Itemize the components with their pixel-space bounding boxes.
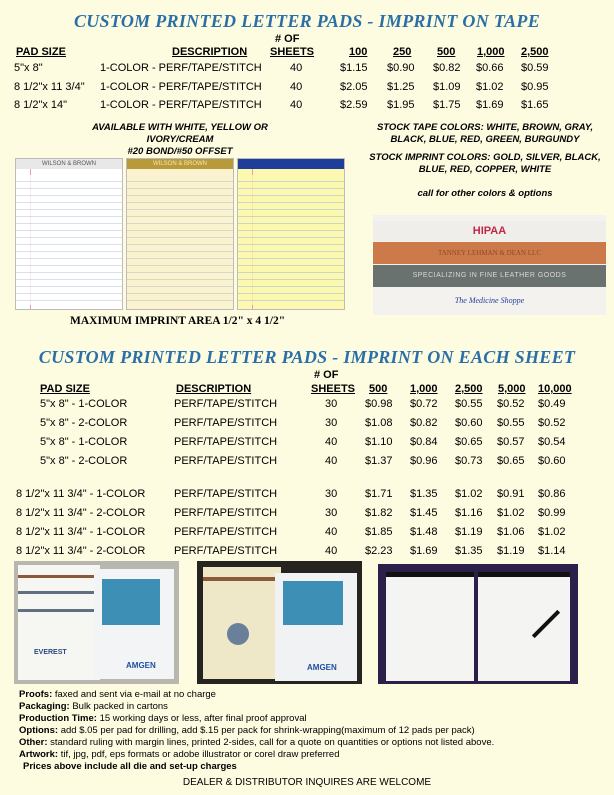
price-cell: $2.23 — [365, 545, 393, 557]
price-cell: $0.86 — [538, 488, 566, 500]
tape-colors-note: STOCK TAPE COLORS: WHITE, BROWN, GRAY, BLACK, BLUE, RED, GREEN, BURGUNDY — [376, 122, 594, 145]
pad-size-cell: 8 1/2"x 11 3/4" - 2-COLOR — [16, 507, 146, 519]
other-line: Other: standard ruling with margin lines, printed 2-sides, call for a quote on quantities or options not listed above. — [19, 737, 495, 748]
price-cell: $1.75 — [433, 99, 461, 111]
s2-header-q1: 500 — [369, 383, 388, 395]
sheets-cell: 40 — [325, 545, 338, 557]
bond-note: #20 BOND/#50 OFFSET — [127, 146, 233, 157]
price-cell: $1.19 — [455, 526, 483, 538]
ivory-pad-sample — [126, 158, 234, 310]
price-cell: $1.82 — [365, 507, 393, 519]
price-cell: $1.02 — [538, 526, 566, 538]
hipaa-logo: HIPAA — [373, 221, 606, 241]
sheets-cell: 30 — [325, 507, 338, 519]
imprint-colors-note: STOCK IMPRINT COLORS: GOLD, SILVER, BLACK, BLUE, RED, COPPER, WHITE — [369, 152, 601, 175]
tape-brown: TANNEY LEHMAN & DEAN LLC — [373, 242, 606, 264]
s1-header-q2: 250 — [393, 46, 412, 58]
price-cell: $0.73 — [455, 455, 483, 467]
price-cell: $0.49 — [538, 398, 566, 410]
s1-header-pad-size: PAD SIZE — [16, 46, 66, 58]
medicine-shoppe-logo: The Medicine Shoppe — [454, 296, 525, 305]
price-cell: $1.71 — [365, 488, 393, 500]
price-cell: $1.45 — [410, 507, 438, 519]
pad-size-cell: 5"x 8" - 1-COLOR — [40, 398, 128, 410]
price-cell: $1.02 — [476, 81, 504, 93]
pad-size-cell: 8 1/2"x 14" — [14, 99, 68, 111]
s2-header-q4: 5,000 — [498, 383, 526, 395]
pad-label: WILSON & BROWN — [16, 159, 122, 169]
amgen-label-2: AMGEN — [307, 663, 337, 672]
price-cell: $0.72 — [410, 398, 438, 410]
price-cell: $1.15 — [340, 62, 368, 74]
price-cell: $1.19 — [497, 545, 525, 557]
artwork-line: Artwork: tif, jpg, pdf, eps formats or adobe illustrator or corel draw preferred — [19, 749, 340, 760]
pad-size-cell: 5"x 8" - 2-COLOR — [40, 455, 128, 467]
price-cell: $0.52 — [538, 417, 566, 429]
description-cell: 1-COLOR - PERF/TAPE/STITCH — [100, 62, 262, 74]
price-cell: $2.59 — [340, 99, 368, 111]
sheets-cell: 40 — [290, 81, 303, 93]
production-line: Production Time: 15 working days or less, after final proof approval — [19, 713, 307, 724]
price-cell: $1.16 — [455, 507, 483, 519]
pad-size-cell: 5"x 8" - 2-COLOR — [40, 417, 128, 429]
sheets-cell: 40 — [325, 455, 338, 467]
price-cell: $0.55 — [455, 398, 483, 410]
yellow-pad-sample — [237, 158, 345, 310]
s2-header-description: DESCRIPTION — [176, 383, 252, 395]
packaging-line: Packaging: Bulk packed in cartons — [19, 701, 168, 712]
price-cell: $0.98 — [365, 398, 393, 410]
price-cell: $0.60 — [455, 417, 483, 429]
price-cell: $0.84 — [410, 436, 438, 448]
description-cell: PERF/TAPE/STITCH — [174, 545, 278, 557]
description-cell: 1-COLOR - PERF/TAPE/STITCH — [100, 99, 262, 111]
s2-header-q5: 10,000 — [538, 383, 572, 395]
sheets-cell: 40 — [325, 526, 338, 538]
pad-size-cell: 8 1/2"x 11 3/4" - 1-COLOR — [16, 488, 146, 500]
price-cell: $0.52 — [497, 398, 525, 410]
dealer-note: DEALER & DISTRIBUTOR INQUIRES ARE WELCOME — [182, 777, 432, 788]
price-cell: $1.25 — [387, 81, 415, 93]
description-cell: PERF/TAPE/STITCH — [174, 455, 278, 467]
pad-size-cell: 8 1/2"x 11 3/4" — [14, 81, 85, 93]
price-cell: $0.60 — [538, 455, 566, 467]
sheets-cell: 30 — [325, 488, 338, 500]
options-line: Options: add $.05 per pad for drilling, add $.15 per pack for shrink-wrapping(maximum of 12 pads per pack) — [19, 725, 475, 736]
call-note: call for other colors & options — [417, 188, 553, 199]
prices-note: Prices above include all die and set-up charges — [23, 761, 237, 772]
max-imprint-note: MAXIMUM IMPRINT AREA 1/2" x 4 1/2" — [70, 315, 286, 327]
s2-header-num-of: # OF — [314, 369, 339, 381]
price-cell: $0.95 — [521, 81, 549, 93]
price-cell: $1.02 — [455, 488, 483, 500]
s1-header-sheets: SHEETS — [270, 46, 315, 58]
pad-label: WILSON & BROWN — [127, 159, 233, 169]
price-cell: $1.14 — [538, 545, 566, 557]
s2-header-q2: 1,000 — [410, 383, 438, 395]
s1-header-q3: 500 — [437, 46, 456, 58]
price-cell: $0.54 — [538, 436, 566, 448]
price-cell: $2.05 — [340, 81, 368, 93]
everest-label: EVEREST — [34, 649, 67, 656]
sheets-cell: 40 — [290, 62, 303, 74]
description-cell: PERF/TAPE/STITCH — [174, 398, 278, 410]
s1-header-q1: 100 — [349, 46, 368, 58]
pad-label — [238, 159, 344, 169]
sheets-cell: 30 — [325, 398, 338, 410]
description-cell: PERF/TAPE/STITCH — [174, 417, 278, 429]
price-cell: $1.69 — [410, 545, 438, 557]
price-cell: $0.82 — [433, 62, 461, 74]
s1-header-q5: 2,500 — [521, 46, 549, 58]
price-cell: $1.85 — [365, 526, 393, 538]
sheets-cell: 40 — [325, 436, 338, 448]
proofs-line: Proofs: faxed and sent via e-mail at no charge — [19, 689, 216, 700]
description-cell: PERF/TAPE/STITCH — [174, 488, 278, 500]
price-cell: $1.35 — [410, 488, 438, 500]
s2-header-q3: 2,500 — [455, 383, 483, 395]
s1-header-q4: 1,000 — [477, 46, 505, 58]
tape-sample-photo — [373, 215, 606, 315]
price-cell: $0.82 — [410, 417, 438, 429]
description-cell: 1-COLOR - PERF/TAPE/STITCH — [100, 81, 262, 93]
price-cell: $0.59 — [521, 62, 549, 74]
price-cell: $1.10 — [365, 436, 393, 448]
description-cell: PERF/TAPE/STITCH — [174, 436, 278, 448]
amgen-label: AMGEN — [126, 661, 156, 670]
photo-ruled-pads-with-pen — [378, 564, 578, 684]
description-cell: PERF/TAPE/STITCH — [174, 507, 278, 519]
price-cell: $1.08 — [365, 417, 393, 429]
photo-everest-pads-2 — [197, 561, 362, 684]
price-cell: $1.48 — [410, 526, 438, 538]
pad-size-cell: 8 1/2"x 11 3/4" - 2-COLOR — [16, 545, 146, 557]
price-cell: $1.37 — [365, 455, 393, 467]
price-cell: $0.65 — [455, 436, 483, 448]
price-cell: $0.57 — [497, 436, 525, 448]
price-cell: $1.09 — [433, 81, 461, 93]
tape-gray: SPECIALIZING IN FINE LEATHER GOODS — [373, 265, 606, 287]
price-cell: $0.66 — [476, 62, 504, 74]
white-pad-sample — [15, 158, 123, 310]
photo-everest-pads — [14, 561, 179, 684]
price-cell: $1.35 — [455, 545, 483, 557]
available-note: AVAILABLE WITH WHITE, YELLOW OR IVORY/CREAM — [92, 122, 268, 145]
price-cell: $0.96 — [410, 455, 438, 467]
description-cell: PERF/TAPE/STITCH — [174, 526, 278, 538]
s2-header-sheets: SHEETS — [311, 383, 356, 395]
price-cell: $1.06 — [497, 526, 525, 538]
pad-size-cell: 5"x 8" — [14, 62, 43, 74]
s1-header-num-of: # OF — [275, 33, 300, 45]
sheets-cell: 30 — [325, 417, 338, 429]
pad-size-cell: 5"x 8" - 1-COLOR — [40, 436, 128, 448]
price-cell: $0.65 — [497, 455, 525, 467]
s1-header-description: DESCRIPTION — [172, 46, 248, 58]
price-cell: $0.55 — [497, 417, 525, 429]
price-cell: $0.91 — [497, 488, 525, 500]
price-cell: $1.02 — [497, 507, 525, 519]
price-cell: $1.69 — [476, 99, 504, 111]
section1-title: CUSTOM PRINTED LETTER PADS - IMPRINT ON TAPE — [73, 11, 541, 31]
price-cell: $0.99 — [538, 507, 566, 519]
pad-size-cell: 8 1/2"x 11 3/4" - 1-COLOR — [16, 526, 146, 538]
section2-title: CUSTOM PRINTED LETTER PADS - IMPRINT ON EACH SHEET — [38, 347, 576, 367]
s2-header-pad-size: PAD SIZE — [40, 383, 90, 395]
price-cell: $0.90 — [387, 62, 415, 74]
price-cell: $1.95 — [387, 99, 415, 111]
sheets-cell: 40 — [290, 99, 303, 111]
price-cell: $1.65 — [521, 99, 549, 111]
